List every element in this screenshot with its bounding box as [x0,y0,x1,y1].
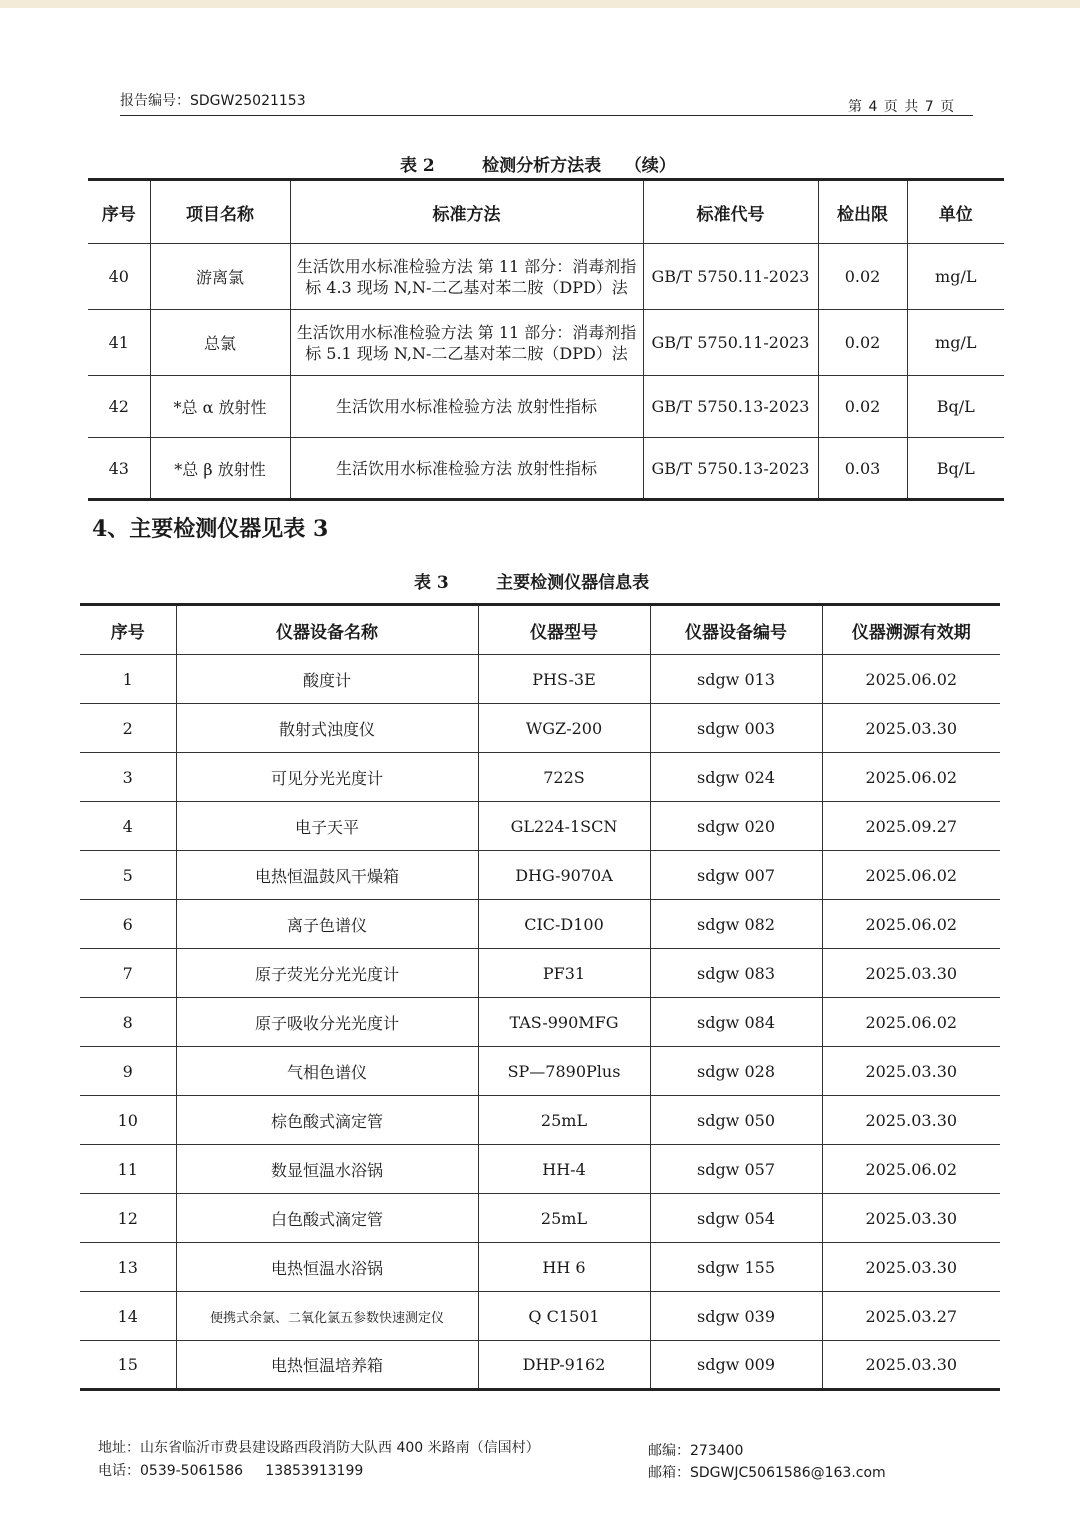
instrument-model: CIC-D100 [478,900,650,949]
instrument-id: sdgw 003 [650,704,822,753]
table-row [80,949,1000,998]
unit: Bq/L [907,438,1004,500]
column-header: 检出限 [818,180,907,244]
row-number: 8 [80,998,176,1047]
table-row [80,1341,1000,1390]
header-divider [120,115,973,116]
column-header: 序号 [88,180,150,244]
validity-date: 2025.03.27 [822,1292,1000,1341]
instrument-model: DHG-9070A [478,851,650,900]
row-number: 14 [80,1292,176,1341]
row-number: 43 [88,438,150,500]
validity-date: 2025.03.30 [822,1047,1000,1096]
unit: mg/L [907,244,1004,310]
row-number: 2 [80,704,176,753]
detection-limit: 0.03 [818,438,907,500]
item-name: *总 α 放射性 [150,376,290,438]
table-row [80,1243,1000,1292]
instrument-name: 酸度计 [176,655,478,704]
instrument-id: sdgw 007 [650,851,822,900]
instrument-id: sdgw 050 [650,1096,822,1145]
instrument-name: 可见分光光度计 [176,753,478,802]
table-row [80,1047,1000,1096]
standard-code: GB/T 5750.13-2023 [643,376,818,438]
detection-limit: 0.02 [818,244,907,310]
scan-top-band [0,0,1080,8]
validity-date: 2025.06.02 [822,1145,1000,1194]
validity-date: 2025.03.30 [822,1341,1000,1390]
instrument-model: GL224-1SCN [478,802,650,851]
standard-method: 生活饮用水标准检验方法 放射性指标 [290,438,643,500]
row-number: 41 [88,310,150,376]
instrument-name: 便携式余氯、二氧化氯五参数快速测定仪 [176,1292,478,1341]
section-heading: 4、主要检测仪器见表 3 [92,516,329,542]
row-number: 1 [80,655,176,704]
instrument-name: 散射式浊度仪 [176,704,478,753]
validity-date: 2025.03.30 [822,1194,1000,1243]
instrument-model: WGZ-200 [478,704,650,753]
report-number: 报告编号：SDGW25021153 [120,93,306,109]
column-header: 仪器设备编号 [650,605,822,655]
row-number: 15 [80,1341,176,1390]
validity-date: 2025.06.02 [822,851,1000,900]
instrument-id: sdgw 155 [650,1243,822,1292]
instrument-id: sdgw 084 [650,998,822,1047]
row-number: 9 [80,1047,176,1096]
instrument-model: TAS-990MFG [478,998,650,1047]
instrument-model: HH-4 [478,1145,650,1194]
instrument-name: 气相色谱仪 [176,1047,478,1096]
instrument-name: 原子吸收分光光度计 [176,998,478,1047]
instrument-name: 棕色酸式滴定管 [176,1096,478,1145]
unit: Bq/L [907,376,1004,438]
validity-date: 2025.09.27 [822,802,1000,851]
instrument-model: Q C1501 [478,1292,650,1341]
validity-date: 2025.06.02 [822,753,1000,802]
standard-code: GB/T 5750.11-2023 [643,310,818,376]
column-header: 项目名称 [150,180,290,244]
table-row [88,438,1004,500]
instrument-model: 722S [478,753,650,802]
instrument-id: sdgw 013 [650,655,822,704]
instrument-id: sdgw 054 [650,1194,822,1243]
footer-address: 地址：山东省临沂市费县建设路西段消防大队西 400 米路南（信国村） [98,1440,540,1456]
footer-postcode: 邮编：273400 [648,1443,744,1459]
instrument-model: DHP-9162 [478,1341,650,1390]
instrument-model: PF31 [478,949,650,998]
instrument-id: sdgw 083 [650,949,822,998]
standard-method: 生活饮用水标准检验方法 第 11 部分：消毒剂指标 4.3 现场 N,N-二乙基对苯二胺（DPD）法 [290,244,643,310]
standard-code: GB/T 5750.13-2023 [643,438,818,500]
column-header: 序号 [80,605,176,655]
instrument-id: sdgw 024 [650,753,822,802]
footer-phone: 电话：0539-5061586 13853913199 [98,1463,364,1479]
validity-date: 2025.03.30 [822,1243,1000,1292]
instrument-model: 25mL [478,1194,650,1243]
validity-date: 2025.06.02 [822,655,1000,704]
footer-email: 邮箱：SDGWJC5061586@163.com [648,1465,886,1481]
table-row [80,1194,1000,1243]
row-number: 5 [80,851,176,900]
instrument-model: HH 6 [478,1243,650,1292]
row-number: 7 [80,949,176,998]
table-row [80,1292,1000,1341]
column-header: 仪器型号 [478,605,650,655]
instrument-id: sdgw 039 [650,1292,822,1341]
instrument-id: sdgw 082 [650,900,822,949]
instrument-model: SP—7890Plus [478,1047,650,1096]
validity-date: 2025.03.30 [822,1096,1000,1145]
column-header: 标准方法 [290,180,643,244]
table-header-row [80,605,1000,655]
validity-date: 2025.06.02 [822,998,1000,1047]
table3-caption: 表 3 主要检测仪器信息表 [414,573,650,593]
instrument-name: 数显恒温水浴锅 [176,1145,478,1194]
validity-date: 2025.06.02 [822,900,1000,949]
table-row [80,900,1000,949]
column-header: 仪器设备名称 [176,605,478,655]
validity-date: 2025.03.30 [822,704,1000,753]
table-row [80,655,1000,704]
row-number: 11 [80,1145,176,1194]
instrument-model: 25mL [478,1096,650,1145]
instrument-id: sdgw 020 [650,802,822,851]
table-row [80,998,1000,1047]
item-name: *总 β 放射性 [150,438,290,500]
validity-date: 2025.03.30 [822,949,1000,998]
standard-code: GB/T 5750.11-2023 [643,244,818,310]
instrument-model: PHS-3E [478,655,650,704]
instrument-name: 电热恒温水浴锅 [176,1243,478,1292]
instrument-name: 电热恒温培养箱 [176,1341,478,1390]
instrument-name: 原子荧光分光光度计 [176,949,478,998]
table-row [88,376,1004,438]
table-row [80,851,1000,900]
instrument-name: 电子天平 [176,802,478,851]
item-name: 游离氯 [150,244,290,310]
table-row [88,310,1004,376]
row-number: 13 [80,1243,176,1292]
table-row [80,704,1000,753]
row-number: 6 [80,900,176,949]
detection-limit: 0.02 [818,376,907,438]
table-header-row [88,180,1004,244]
instrument-name: 离子色谱仪 [176,900,478,949]
table-row [80,1145,1000,1194]
table-row [80,753,1000,802]
column-header: 仪器溯源有效期 [822,605,1000,655]
column-header: 标准代号 [643,180,818,244]
instrument-id: sdgw 057 [650,1145,822,1194]
item-name: 总氯 [150,310,290,376]
row-number: 4 [80,802,176,851]
instrument-name: 白色酸式滴定管 [176,1194,478,1243]
instrument-id: sdgw 009 [650,1341,822,1390]
instrument-name: 电热恒温鼓风干燥箱 [176,851,478,900]
detection-limit: 0.02 [818,310,907,376]
column-header: 单位 [907,180,1004,244]
row-number: 42 [88,376,150,438]
method-table [88,178,1004,501]
standard-method: 生活饮用水标准检验方法 放射性指标 [290,376,643,438]
unit: mg/L [907,310,1004,376]
table2-caption: 表 2 检测分析方法表 （续） [400,156,676,176]
instrument-id: sdgw 028 [650,1047,822,1096]
table-row [80,1096,1000,1145]
row-number: 12 [80,1194,176,1243]
page-info: 第 4 页 共 7 页 [848,99,956,115]
instrument-table [80,603,1000,1391]
row-number: 40 [88,244,150,310]
row-number: 3 [80,753,176,802]
table-row [80,802,1000,851]
row-number: 10 [80,1096,176,1145]
table-row [88,244,1004,310]
standard-method: 生活饮用水标准检验方法 第 11 部分：消毒剂指标 5.1 现场 N,N-二乙基对苯二胺（DPD）法 [290,310,643,376]
